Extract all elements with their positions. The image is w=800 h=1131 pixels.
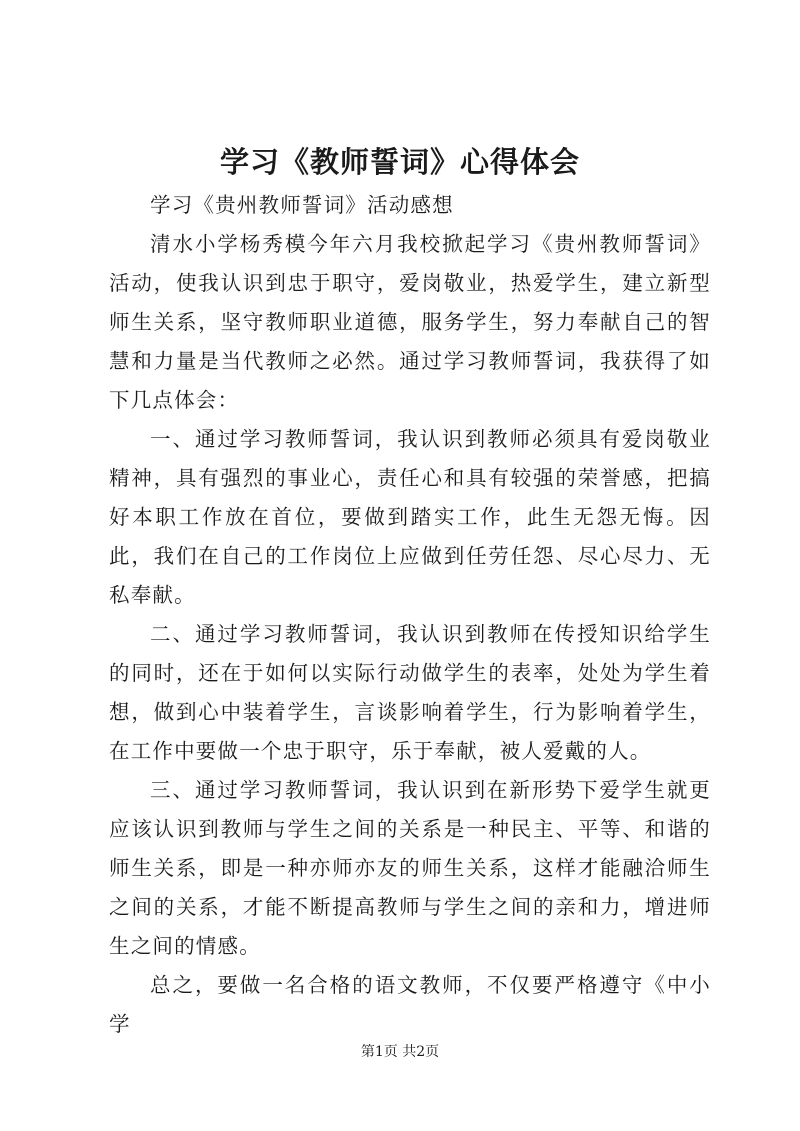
document-body [109, 186, 711, 1044]
point-three-paragraph: 三、通过学习教师誓词，我认识到在新形势下爱学生就更应该认识到教师与学生之间的关系是一种民主、平等、和谐的师生关系，即是一种亦师亦友的师生关系，这样才能融洽师生之间的关系，才能不断提高教师与学生之间的亲和力，增进师生之间的情感。 [109, 778, 711, 958]
point-one-paragraph: 一、通过学习教师誓词，我认识到教师必须具有爱岗敬业精神，具有强烈的事业心，责任心和具有较强的荣誉感，把搞好本职工作放在首位，要做到踏实工作，此生无怨无悔。因此，我们在自己的工作岗位上应做到任劳任怨、尽心尽力、无私奉献。 [109, 427, 711, 607]
document-title: 学习《教师誓词》心得体会 [219, 145, 580, 179]
conclusion-paragraph: 总之，要做一名合格的语文教师，不仅要严格遵守《中小学 [109, 973, 711, 1036]
intro-paragraph: 清水小学杨秀模今年六月我校掀起学习《贵州教师誓词》活动，使我认识到忠于职守，爱岗敬业，热爱学生，建立新型师生关系，坚守教师职业道德，服务学生，努力奉献自己的智慧和力量是当代教师之必然。通过学习教师誓词，我获得了如下几点体会： [109, 232, 711, 412]
subtitle-paragraph: 学习《贵州教师誓词》活动感想 [150, 193, 454, 217]
point-two-paragraph: 二、通过学习教师誓词，我认识到教师在传授知识给学生的同时，还在于如何以实际行动做学生的表率，处处为学生着想，做到心中装着学生，言谈影响着学生，行为影响着学生，在工作中要做一个忠于职守，乐于奉献，被人爱戴的人。 [109, 622, 711, 763]
page-footer: 第1页 共2页 [360, 1044, 440, 1060]
